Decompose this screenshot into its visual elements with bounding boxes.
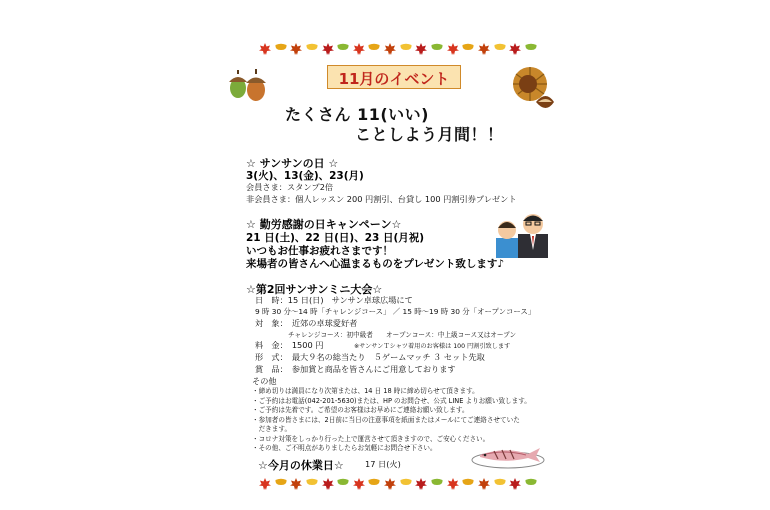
ginkgo-leaf-icon [524,42,538,56]
note-item: だきます。 [252,425,292,433]
ginkgo-leaf-icon [399,477,413,491]
sunsun-day-members: 会員さま：スタンプ2倍 [246,182,334,192]
ginkgo-leaf-icon [461,42,475,56]
ginkgo-leaf-icon [367,477,381,491]
ginkgo-leaf-icon [274,42,288,56]
sunsun-day-dates: 3(火)、13(金)、23(月) [246,170,364,182]
holiday-heading: ☆今月の休業日☆ [258,459,344,472]
maple-leaf-icon [508,477,522,491]
maple-leaf-icon [446,477,460,491]
event-title-banner [327,65,461,89]
note-item: ・コロナ対策をしっかり行った上で運営させて頂きますので、ご安心ください。 [252,434,490,443]
grilled-fish-icon [470,440,546,470]
note-item: ・その他、ご不明点がありましたらお気軽にお問合せ下さい。 [252,444,437,452]
maple-leaf-icon [383,477,397,491]
catchphrase-line-1: たくさん 11(いい) [285,105,429,124]
tournament-time: 9 時 30 分～14 時「チャレンジコース」 ／ 15 時～19 時 30 分「オープンコース」 [255,307,536,316]
maple-leaf-icon [321,477,335,491]
tournament-other-label: その他 [252,376,277,386]
ginkgo-leaf-icon [305,42,319,56]
maple-leaf-icon [508,42,522,56]
maple-leaf-icon [321,42,335,56]
tournament-date: 日 時：15 日(日) サンサン卓球広場にて [255,295,413,305]
ginkgo-leaf-icon [524,477,538,491]
note-item: ・ご予約はお電話(042-201-5630)または、HP のお問合せ、公式 LINE よりお願い致します。 [252,396,531,405]
ginkgo-leaf-icon [399,42,413,56]
mini-tournament-heading: ☆第2回サンサンミニ大会☆ [246,283,383,296]
maple-leaf-icon [289,477,303,491]
ginkgo-leaf-icon [493,477,507,491]
note-item: ・締め切りは満員になり次第または、14 日 18 時に締め切らせて頂きます。 [252,387,479,395]
maple-leaf-icon [414,42,428,56]
tournament-prize: 賞 品： 参加賞と商品を皆さんにご用意しております [255,364,456,374]
maple-leaf-icon [258,42,272,56]
ginkgo-leaf-icon [493,42,507,56]
ginkgo-leaf-icon [336,42,350,56]
maple-leaf-icon [477,477,491,491]
tournament-courses: チャレンジコース：初中級者 オープンコース：中上級コース又はオープン [288,331,517,339]
ginkgo-leaf-icon [336,477,350,491]
sunsun-day-heading: ☆ サンサンの日 ☆ [246,157,339,170]
labor-thanks-heading: ☆ 勤労感謝の日キャンペーン☆ [246,218,402,231]
sunsun-day-non-members: 非会員さま：個人レッスン 200 円割引、台貸し 100 円割引券プレゼント [246,194,517,204]
maple-leaf-icon [477,42,491,56]
ginkgo-leaf-icon [430,477,444,491]
labor-thanks-dates: 21 日(土)、22 日(日)、23 日(月祝) [246,232,425,244]
top-leaf-border [258,42,538,58]
maple-leaf-icon [352,477,366,491]
bottom-leaf-border [258,477,538,493]
page-title: 11月のイベント [338,70,450,88]
holiday-date: 17 日(火) [365,459,401,469]
ginkgo-leaf-icon [274,477,288,491]
chestnut-icon [508,64,556,116]
note-item: ・ご予約は先着です。ご希望のお客様はお早めにご連絡お願い致します。 [252,406,469,414]
maple-leaf-icon [352,42,366,56]
labor-thanks-line-2: 来場者の皆さんへ心温まるものをプレゼント致します♪ [246,258,505,270]
note-item: ・参加者の皆さまには、2日前に当日の注意事項を紙面またはメールにてご連絡させていた [252,415,520,424]
ginkgo-leaf-icon [461,477,475,491]
tournament-target: 対 象： 近郊の卓球愛好者 [255,318,358,328]
ginkgo-leaf-icon [367,42,381,56]
tournament-fee-note: ※サンサンＴシャツ着用のお客様は 100 円割引致します [354,343,511,350]
catchphrase-line-2: ことしよう月間！！ [355,125,504,144]
tournament-fee: 料 金： 1500 円 [255,340,324,350]
acorn-icon [224,62,272,104]
maple-leaf-icon [258,477,272,491]
ginkgo-leaf-icon [305,477,319,491]
ginkgo-leaf-icon [430,42,444,56]
labor-thanks-line-1: いつもお仕事お疲れさまです！ [246,245,393,257]
tournament-format: 形 式： 最大９名の総当たり ５ゲームマッチ ３ セット先取 [255,352,485,362]
maple-leaf-icon [289,42,303,56]
maple-leaf-icon [446,42,460,56]
workers-icon [492,208,550,258]
maple-leaf-icon [383,42,397,56]
maple-leaf-icon [414,477,428,491]
